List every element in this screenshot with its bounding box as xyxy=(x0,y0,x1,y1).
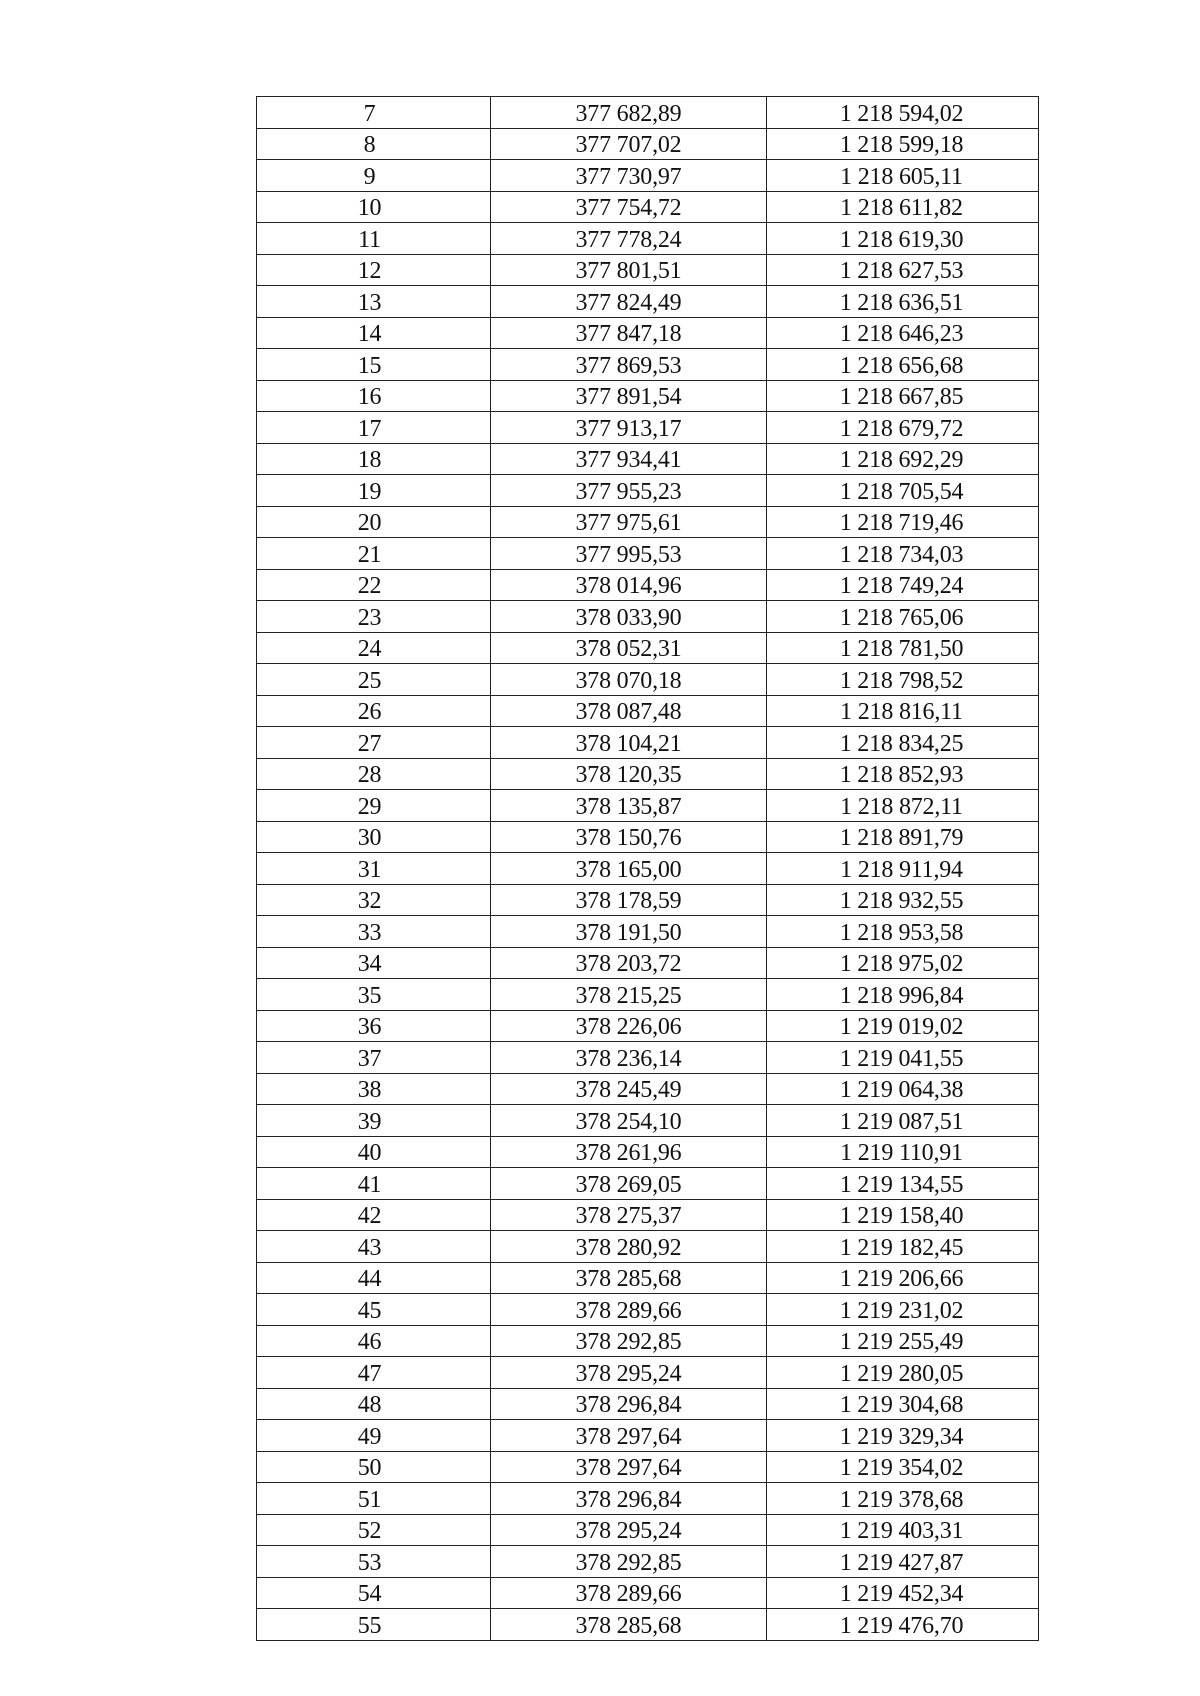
y-coordinate-cell: 1 218 656,68 xyxy=(767,349,1039,381)
y-coordinate-cell: 1 219 041,55 xyxy=(767,1042,1039,1074)
point-number-cell: 11 xyxy=(257,223,491,255)
table-row xyxy=(257,223,1039,255)
table-row xyxy=(257,160,1039,192)
y-coordinate-cell: 1 218 891,79 xyxy=(767,821,1039,853)
x-coordinate-cell: 378 191,50 xyxy=(491,916,767,948)
y-coordinate-cell: 1 219 087,51 xyxy=(767,1105,1039,1137)
y-coordinate-cell: 1 219 329,34 xyxy=(767,1420,1039,1452)
y-coordinate-cell: 1 218 594,02 xyxy=(767,97,1039,129)
y-coordinate-cell: 1 219 452,34 xyxy=(767,1577,1039,1609)
table-row xyxy=(257,664,1039,696)
point-number-cell: 36 xyxy=(257,1010,491,1042)
point-number-cell: 41 xyxy=(257,1168,491,1200)
x-coordinate-cell: 378 292,85 xyxy=(491,1325,767,1357)
point-number-cell: 16 xyxy=(257,380,491,412)
y-coordinate-cell: 1 218 605,11 xyxy=(767,160,1039,192)
x-coordinate-cell: 378 178,59 xyxy=(491,884,767,916)
y-coordinate-cell: 1 218 636,51 xyxy=(767,286,1039,318)
table-row xyxy=(257,695,1039,727)
y-coordinate-cell: 1 218 872,11 xyxy=(767,790,1039,822)
x-coordinate-cell: 377 913,17 xyxy=(491,412,767,444)
x-coordinate-cell: 377 730,97 xyxy=(491,160,767,192)
point-number-cell: 8 xyxy=(257,128,491,160)
table-row xyxy=(257,254,1039,286)
y-coordinate-cell: 1 219 134,55 xyxy=(767,1168,1039,1200)
point-number-cell: 33 xyxy=(257,916,491,948)
x-coordinate-cell: 378 120,35 xyxy=(491,758,767,790)
y-coordinate-cell: 1 218 781,50 xyxy=(767,632,1039,664)
table-row xyxy=(257,1388,1039,1420)
point-number-cell: 45 xyxy=(257,1294,491,1326)
y-coordinate-cell: 1 218 719,46 xyxy=(767,506,1039,538)
x-coordinate-cell: 378 165,00 xyxy=(491,853,767,885)
y-coordinate-cell: 1 218 692,29 xyxy=(767,443,1039,475)
y-coordinate-cell: 1 218 619,30 xyxy=(767,223,1039,255)
x-coordinate-cell: 378 280,92 xyxy=(491,1231,767,1263)
point-number-cell: 43 xyxy=(257,1231,491,1263)
table-row xyxy=(257,97,1039,129)
y-coordinate-cell: 1 219 110,91 xyxy=(767,1136,1039,1168)
point-number-cell: 42 xyxy=(257,1199,491,1231)
table-row xyxy=(257,128,1039,160)
table-row xyxy=(257,1451,1039,1483)
x-coordinate-cell: 378 289,66 xyxy=(491,1577,767,1609)
table-row xyxy=(257,1168,1039,1200)
table-row xyxy=(257,916,1039,948)
x-coordinate-cell: 378 033,90 xyxy=(491,601,767,633)
x-coordinate-cell: 377 707,02 xyxy=(491,128,767,160)
table-row xyxy=(257,1325,1039,1357)
x-coordinate-cell: 377 682,89 xyxy=(491,97,767,129)
table-row xyxy=(257,1294,1039,1326)
table-row xyxy=(257,1073,1039,1105)
y-coordinate-cell: 1 219 231,02 xyxy=(767,1294,1039,1326)
x-coordinate-cell: 378 135,87 xyxy=(491,790,767,822)
y-coordinate-cell: 1 219 476,70 xyxy=(767,1609,1039,1641)
point-number-cell: 49 xyxy=(257,1420,491,1452)
point-number-cell: 21 xyxy=(257,538,491,570)
table-row xyxy=(257,979,1039,1011)
point-number-cell: 38 xyxy=(257,1073,491,1105)
point-number-cell: 54 xyxy=(257,1577,491,1609)
y-coordinate-cell: 1 218 749,24 xyxy=(767,569,1039,601)
table-row xyxy=(257,1609,1039,1641)
x-coordinate-cell: 378 296,84 xyxy=(491,1483,767,1515)
y-coordinate-cell: 1 218 975,02 xyxy=(767,947,1039,979)
y-coordinate-cell: 1 218 705,54 xyxy=(767,475,1039,507)
x-coordinate-cell: 377 975,61 xyxy=(491,506,767,538)
y-coordinate-cell: 1 219 182,45 xyxy=(767,1231,1039,1263)
table-row xyxy=(257,758,1039,790)
y-coordinate-cell: 1 219 304,68 xyxy=(767,1388,1039,1420)
y-coordinate-cell: 1 219 158,40 xyxy=(767,1199,1039,1231)
y-coordinate-cell: 1 219 427,87 xyxy=(767,1546,1039,1578)
y-coordinate-cell: 1 218 953,58 xyxy=(767,916,1039,948)
table-row xyxy=(257,1420,1039,1452)
x-coordinate-cell: 377 955,23 xyxy=(491,475,767,507)
x-coordinate-cell: 378 245,49 xyxy=(491,1073,767,1105)
point-number-cell: 40 xyxy=(257,1136,491,1168)
x-coordinate-cell: 378 254,10 xyxy=(491,1105,767,1137)
point-number-cell: 50 xyxy=(257,1451,491,1483)
point-number-cell: 35 xyxy=(257,979,491,1011)
y-coordinate-cell: 1 218 834,25 xyxy=(767,727,1039,759)
table-row xyxy=(257,790,1039,822)
table-row xyxy=(257,538,1039,570)
point-number-cell: 14 xyxy=(257,317,491,349)
point-number-cell: 48 xyxy=(257,1388,491,1420)
x-coordinate-cell: 378 014,96 xyxy=(491,569,767,601)
y-coordinate-cell: 1 218 852,93 xyxy=(767,758,1039,790)
point-number-cell: 46 xyxy=(257,1325,491,1357)
x-coordinate-cell: 378 297,64 xyxy=(491,1420,767,1452)
table-row xyxy=(257,1483,1039,1515)
table-row xyxy=(257,1199,1039,1231)
point-number-cell: 18 xyxy=(257,443,491,475)
point-number-cell: 29 xyxy=(257,790,491,822)
y-coordinate-cell: 1 219 378,68 xyxy=(767,1483,1039,1515)
table-row xyxy=(257,412,1039,444)
x-coordinate-cell: 378 052,31 xyxy=(491,632,767,664)
x-coordinate-cell: 378 297,64 xyxy=(491,1451,767,1483)
x-coordinate-cell: 378 226,06 xyxy=(491,1010,767,1042)
point-number-cell: 10 xyxy=(257,191,491,223)
x-coordinate-cell: 377 869,53 xyxy=(491,349,767,381)
x-coordinate-cell: 378 269,05 xyxy=(491,1168,767,1200)
y-coordinate-cell: 1 218 611,82 xyxy=(767,191,1039,223)
table-row xyxy=(257,1262,1039,1294)
x-coordinate-cell: 378 295,24 xyxy=(491,1357,767,1389)
coordinates-table-body xyxy=(257,97,1039,1641)
point-number-cell: 15 xyxy=(257,349,491,381)
point-number-cell: 17 xyxy=(257,412,491,444)
point-number-cell: 27 xyxy=(257,727,491,759)
table-row xyxy=(257,1136,1039,1168)
y-coordinate-cell: 1 218 996,84 xyxy=(767,979,1039,1011)
x-coordinate-cell: 377 934,41 xyxy=(491,443,767,475)
point-number-cell: 51 xyxy=(257,1483,491,1515)
point-number-cell: 12 xyxy=(257,254,491,286)
table-row xyxy=(257,632,1039,664)
x-coordinate-cell: 378 296,84 xyxy=(491,1388,767,1420)
table-row xyxy=(257,884,1039,916)
x-coordinate-cell: 378 070,18 xyxy=(491,664,767,696)
table-row xyxy=(257,475,1039,507)
y-coordinate-cell: 1 219 280,05 xyxy=(767,1357,1039,1389)
x-coordinate-cell: 378 289,66 xyxy=(491,1294,767,1326)
x-coordinate-cell: 378 261,96 xyxy=(491,1136,767,1168)
table-row xyxy=(257,853,1039,885)
y-coordinate-cell: 1 218 667,85 xyxy=(767,380,1039,412)
table-row xyxy=(257,1546,1039,1578)
table-row xyxy=(257,380,1039,412)
x-coordinate-cell: 378 285,68 xyxy=(491,1262,767,1294)
point-number-cell: 22 xyxy=(257,569,491,601)
point-number-cell: 9 xyxy=(257,160,491,192)
y-coordinate-cell: 1 219 255,49 xyxy=(767,1325,1039,1357)
point-number-cell: 44 xyxy=(257,1262,491,1294)
x-coordinate-cell: 378 104,21 xyxy=(491,727,767,759)
y-coordinate-cell: 1 218 765,06 xyxy=(767,601,1039,633)
y-coordinate-cell: 1 219 354,02 xyxy=(767,1451,1039,1483)
table-row xyxy=(257,443,1039,475)
y-coordinate-cell: 1 219 206,66 xyxy=(767,1262,1039,1294)
x-coordinate-cell: 378 292,85 xyxy=(491,1546,767,1578)
x-coordinate-cell: 377 995,53 xyxy=(491,538,767,570)
table-row xyxy=(257,1357,1039,1389)
table-row xyxy=(257,569,1039,601)
y-coordinate-cell: 1 218 932,55 xyxy=(767,884,1039,916)
coordinates-table xyxy=(256,96,1039,1641)
table-row xyxy=(257,727,1039,759)
y-coordinate-cell: 1 219 064,38 xyxy=(767,1073,1039,1105)
point-number-cell: 53 xyxy=(257,1546,491,1578)
point-number-cell: 47 xyxy=(257,1357,491,1389)
x-coordinate-cell: 378 150,76 xyxy=(491,821,767,853)
point-number-cell: 23 xyxy=(257,601,491,633)
x-coordinate-cell: 378 087,48 xyxy=(491,695,767,727)
table-row xyxy=(257,1231,1039,1263)
point-number-cell: 31 xyxy=(257,853,491,885)
table-row xyxy=(257,506,1039,538)
table-row xyxy=(257,286,1039,318)
table-row xyxy=(257,1105,1039,1137)
x-coordinate-cell: 378 203,72 xyxy=(491,947,767,979)
point-number-cell: 13 xyxy=(257,286,491,318)
x-coordinate-cell: 377 847,18 xyxy=(491,317,767,349)
y-coordinate-cell: 1 218 734,03 xyxy=(767,538,1039,570)
y-coordinate-cell: 1 218 679,72 xyxy=(767,412,1039,444)
table-row xyxy=(257,1042,1039,1074)
table-row xyxy=(257,1010,1039,1042)
point-number-cell: 19 xyxy=(257,475,491,507)
y-coordinate-cell: 1 218 599,18 xyxy=(767,128,1039,160)
point-number-cell: 26 xyxy=(257,695,491,727)
point-number-cell: 55 xyxy=(257,1609,491,1641)
point-number-cell: 25 xyxy=(257,664,491,696)
x-coordinate-cell: 377 801,51 xyxy=(491,254,767,286)
point-number-cell: 37 xyxy=(257,1042,491,1074)
table-row xyxy=(257,1514,1039,1546)
y-coordinate-cell: 1 219 403,31 xyxy=(767,1514,1039,1546)
x-coordinate-cell: 377 824,49 xyxy=(491,286,767,318)
point-number-cell: 7 xyxy=(257,97,491,129)
y-coordinate-cell: 1 218 627,53 xyxy=(767,254,1039,286)
point-number-cell: 34 xyxy=(257,947,491,979)
y-coordinate-cell: 1 218 798,52 xyxy=(767,664,1039,696)
table-row xyxy=(257,947,1039,979)
point-number-cell: 32 xyxy=(257,884,491,916)
point-number-cell: 30 xyxy=(257,821,491,853)
table-row xyxy=(257,317,1039,349)
y-coordinate-cell: 1 218 816,11 xyxy=(767,695,1039,727)
point-number-cell: 20 xyxy=(257,506,491,538)
table-row xyxy=(257,1577,1039,1609)
x-coordinate-cell: 378 285,68 xyxy=(491,1609,767,1641)
point-number-cell: 28 xyxy=(257,758,491,790)
table-row xyxy=(257,191,1039,223)
table-row xyxy=(257,601,1039,633)
x-coordinate-cell: 378 275,37 xyxy=(491,1199,767,1231)
y-coordinate-cell: 1 218 911,94 xyxy=(767,853,1039,885)
x-coordinate-cell: 377 891,54 xyxy=(491,380,767,412)
table-row xyxy=(257,821,1039,853)
point-number-cell: 39 xyxy=(257,1105,491,1137)
x-coordinate-cell: 377 778,24 xyxy=(491,223,767,255)
point-number-cell: 52 xyxy=(257,1514,491,1546)
x-coordinate-cell: 378 236,14 xyxy=(491,1042,767,1074)
y-coordinate-cell: 1 219 019,02 xyxy=(767,1010,1039,1042)
x-coordinate-cell: 377 754,72 xyxy=(491,191,767,223)
table-row xyxy=(257,349,1039,381)
x-coordinate-cell: 378 215,25 xyxy=(491,979,767,1011)
x-coordinate-cell: 378 295,24 xyxy=(491,1514,767,1546)
y-coordinate-cell: 1 218 646,23 xyxy=(767,317,1039,349)
point-number-cell: 24 xyxy=(257,632,491,664)
